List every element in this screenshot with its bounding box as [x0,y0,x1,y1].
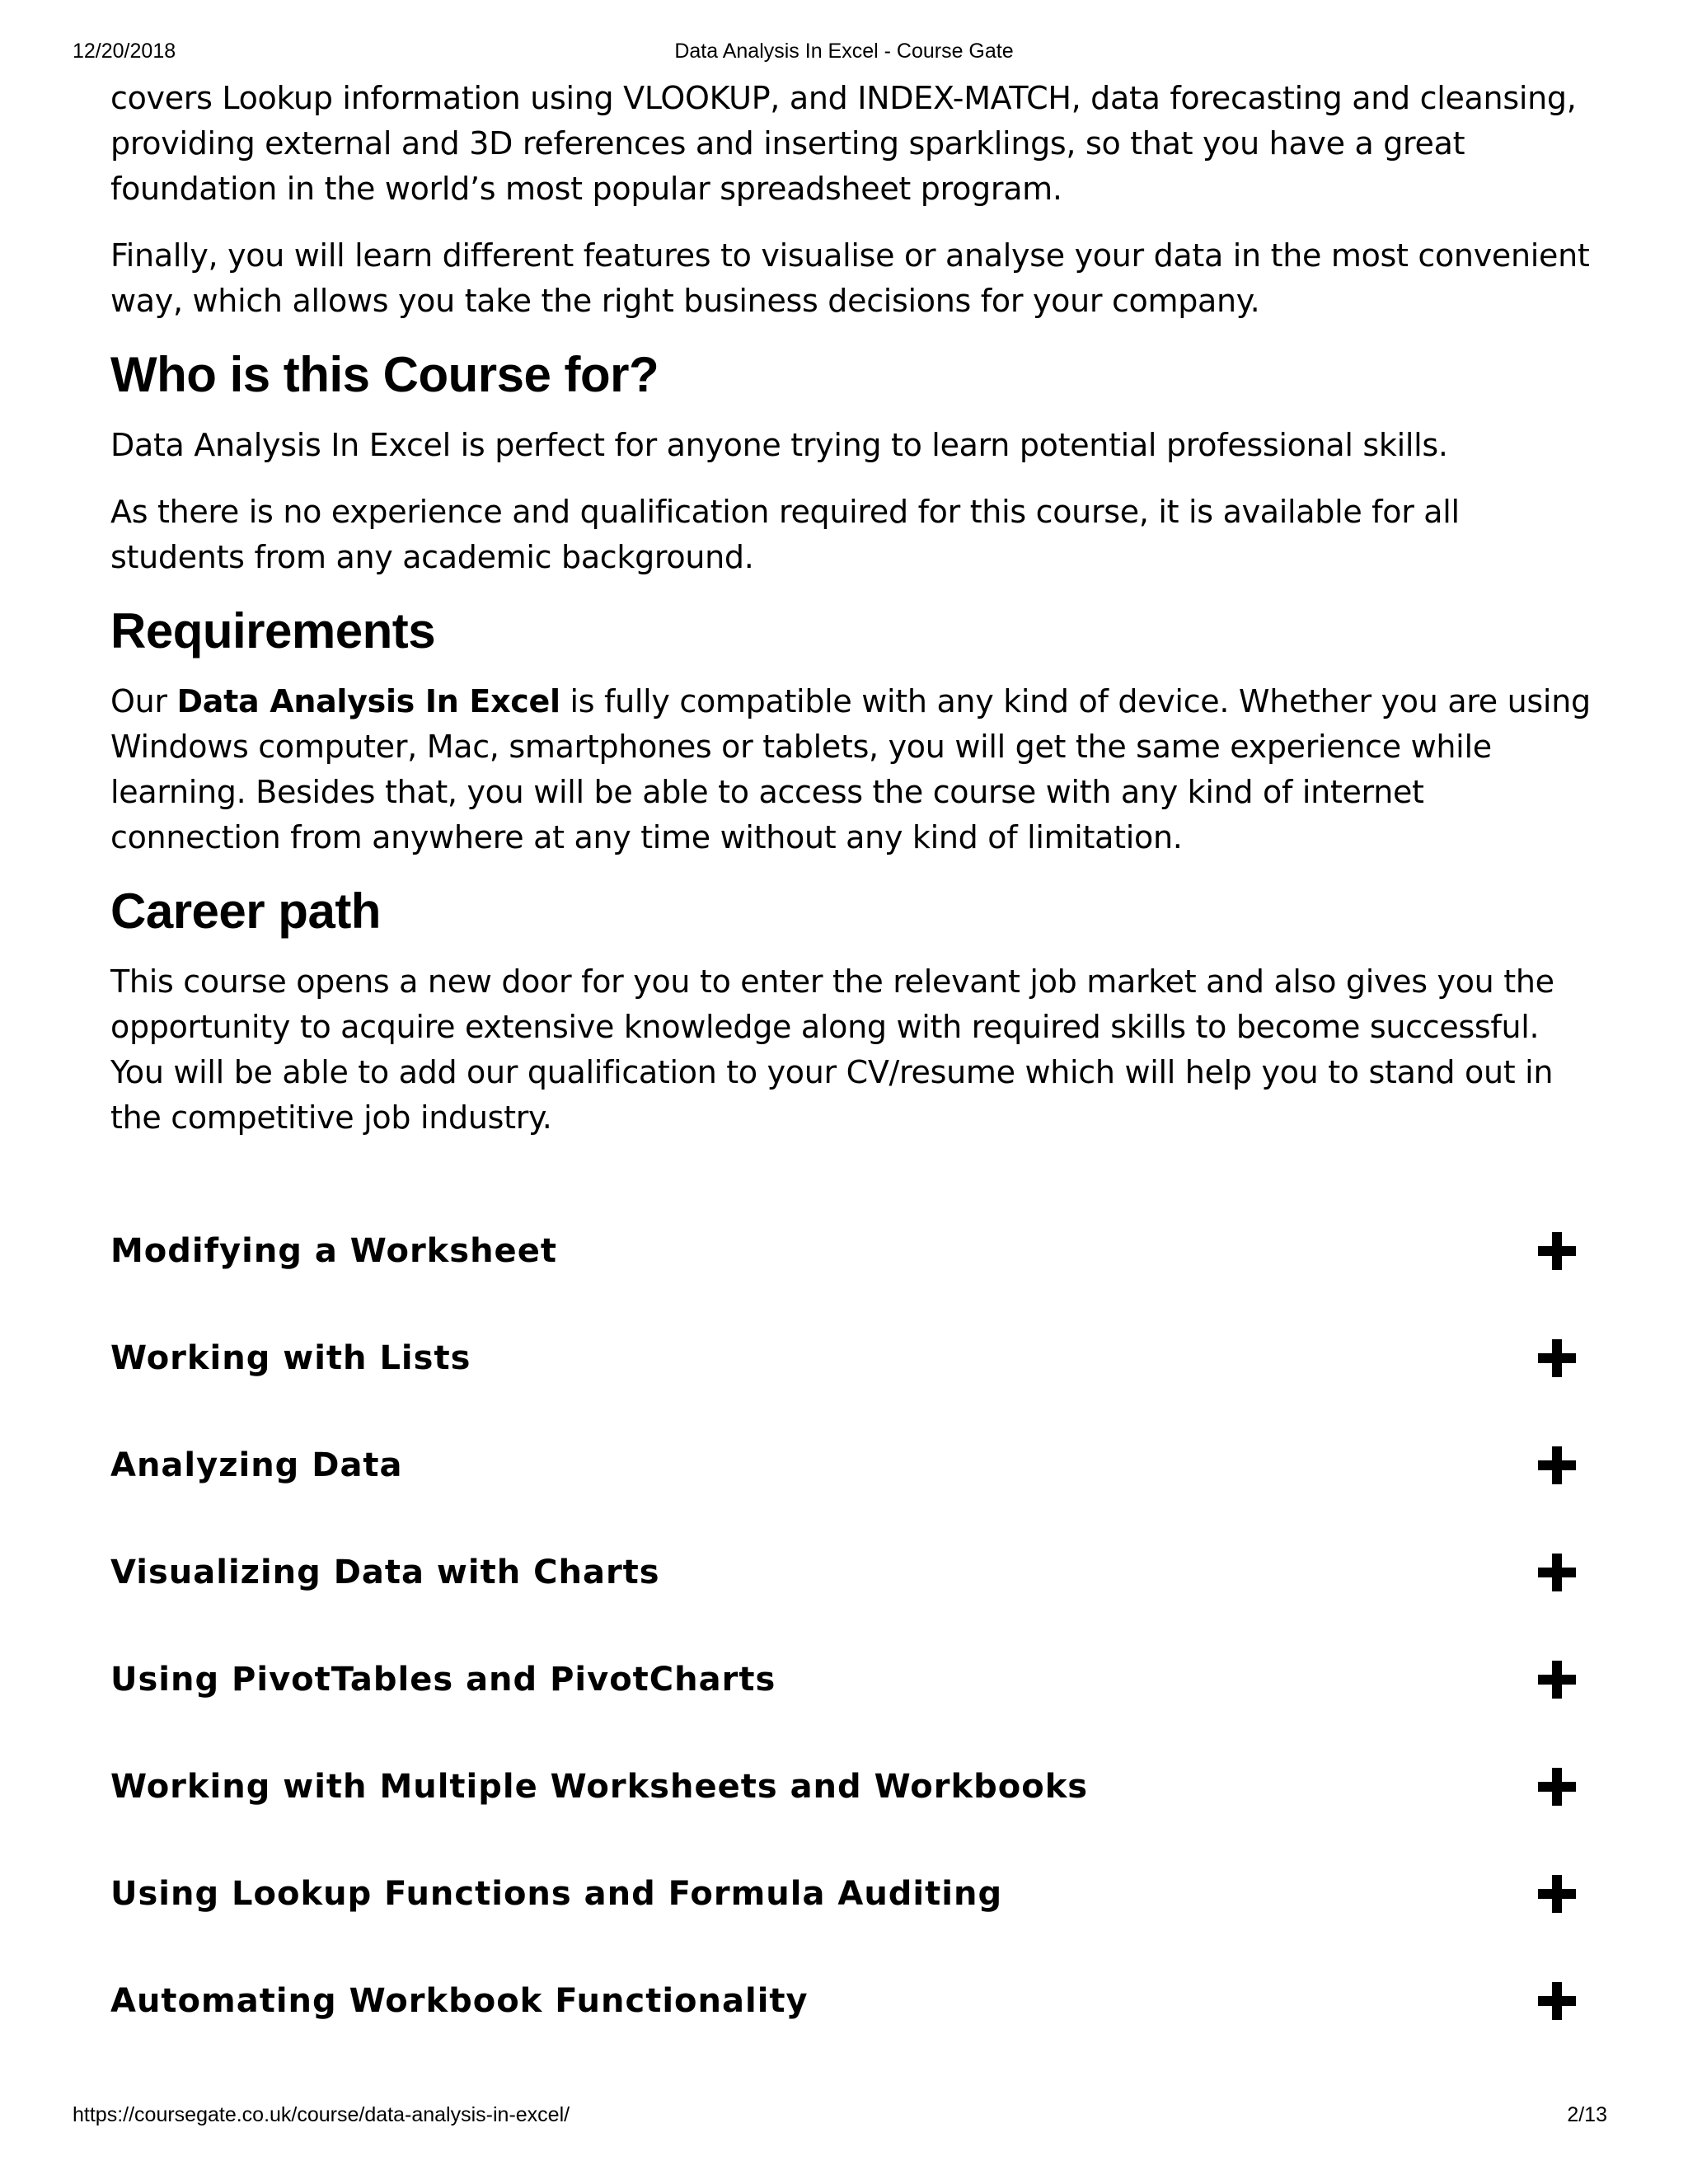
print-url: https://coursegate.co.uk/course/data-analysis-in-excel/ [73,2103,570,2126]
curriculum-item-automating-workbook[interactable] [110,1968,1578,2075]
curriculum-item-title: Analyzing Data [110,1446,403,1484]
plus-icon[interactable] [1536,1552,1578,1593]
requirements-paragraph [110,679,1594,860]
print-title: Data Analysis In Excel - Course Gate [674,40,1014,63]
curriculum-item-title: Using Lookup Functions and Formula Auditing [110,1875,1003,1913]
curriculum-item-title: Working with Lists [110,1339,471,1377]
who-paragraph-2: As there is no experience and qualification required for this course, it is available for all students from any academic background. [110,494,1460,575]
plus-icon[interactable] [1536,1230,1578,1272]
plus-icon[interactable] [1536,1873,1578,1915]
print-page-number: 2/13 [1567,2103,1607,2126]
requirements-prefix: Our [110,683,177,719]
course-description [110,76,1594,1162]
curriculum-item-title: Modifying a Worksheet [110,1232,557,1270]
print-header [0,40,1688,66]
career-paragraph: This course opens a new door for you to enter the relevant job market and also gives you the opportunity to acquire extensive knowledge along with required skills to become successful. You will be able to add our qualification to your CV/resume which will help you to stand out in the competitive job industry. [110,963,1554,1136]
curriculum-item-visualizing-data[interactable] [110,1540,1578,1647]
plus-icon[interactable] [1536,1659,1578,1700]
curriculum-item-modifying-worksheet[interactable] [110,1218,1578,1325]
intro-paragraph-2: Finally, you will learn different features to visualise or analyse your data in the most convenient way, which allows you take the right business decisions for your company. [110,237,1590,319]
intro-paragraph-1: covers Lookup information using VLOOKUP, and INDEX-MATCH, data forecasting and cleansing, providing external and 3D references and inserting sparklings, so that you have a great foundation in the world’s most popular spreadsheet program. [110,80,1577,207]
requirements-heading: Requirements [110,603,436,658]
who-paragraph-1: Data Analysis In Excel is perfect for anyone trying to learn potential professional skills. [110,427,1448,463]
curriculum-item-working-with-lists[interactable] [110,1325,1578,1432]
plus-icon[interactable] [1536,1338,1578,1379]
requirements-suffix: is fully compatible with any kind of device. Whether you are using Windows computer, Mac, smartphones or tablets, you will get the same experience while learning. Besides that, you will be able to access the course with any kind of internet connection from anywhere at any time without any kind of limitation. [110,683,1591,855]
curriculum-item-analyzing-data[interactable] [110,1432,1578,1540]
print-footer [0,2103,1688,2130]
curriculum-accordion [110,1218,1578,2075]
curriculum-item-title: Automating Workbook Functionality [110,1982,809,2020]
who-heading: Who is this Course for? [110,347,659,402]
plus-icon[interactable] [1536,1445,1578,1486]
curriculum-item-multiple-worksheets[interactable] [110,1754,1578,1861]
curriculum-item-lookup-functions[interactable] [110,1861,1578,1968]
plus-icon[interactable] [1536,1766,1578,1807]
curriculum-item-title: Working with Multiple Worksheets and Workbooks [110,1768,1089,1806]
career-heading: Career path [110,883,381,939]
requirements-course-name: Data Analysis In Excel [176,683,560,719]
curriculum-item-title: Visualizing Data with Charts [110,1554,660,1591]
print-date: 12/20/2018 [73,40,176,63]
curriculum-item-title: Using PivotTables and PivotCharts [110,1661,776,1699]
plus-icon[interactable] [1536,1980,1578,2022]
curriculum-item-pivottables[interactable] [110,1647,1578,1754]
